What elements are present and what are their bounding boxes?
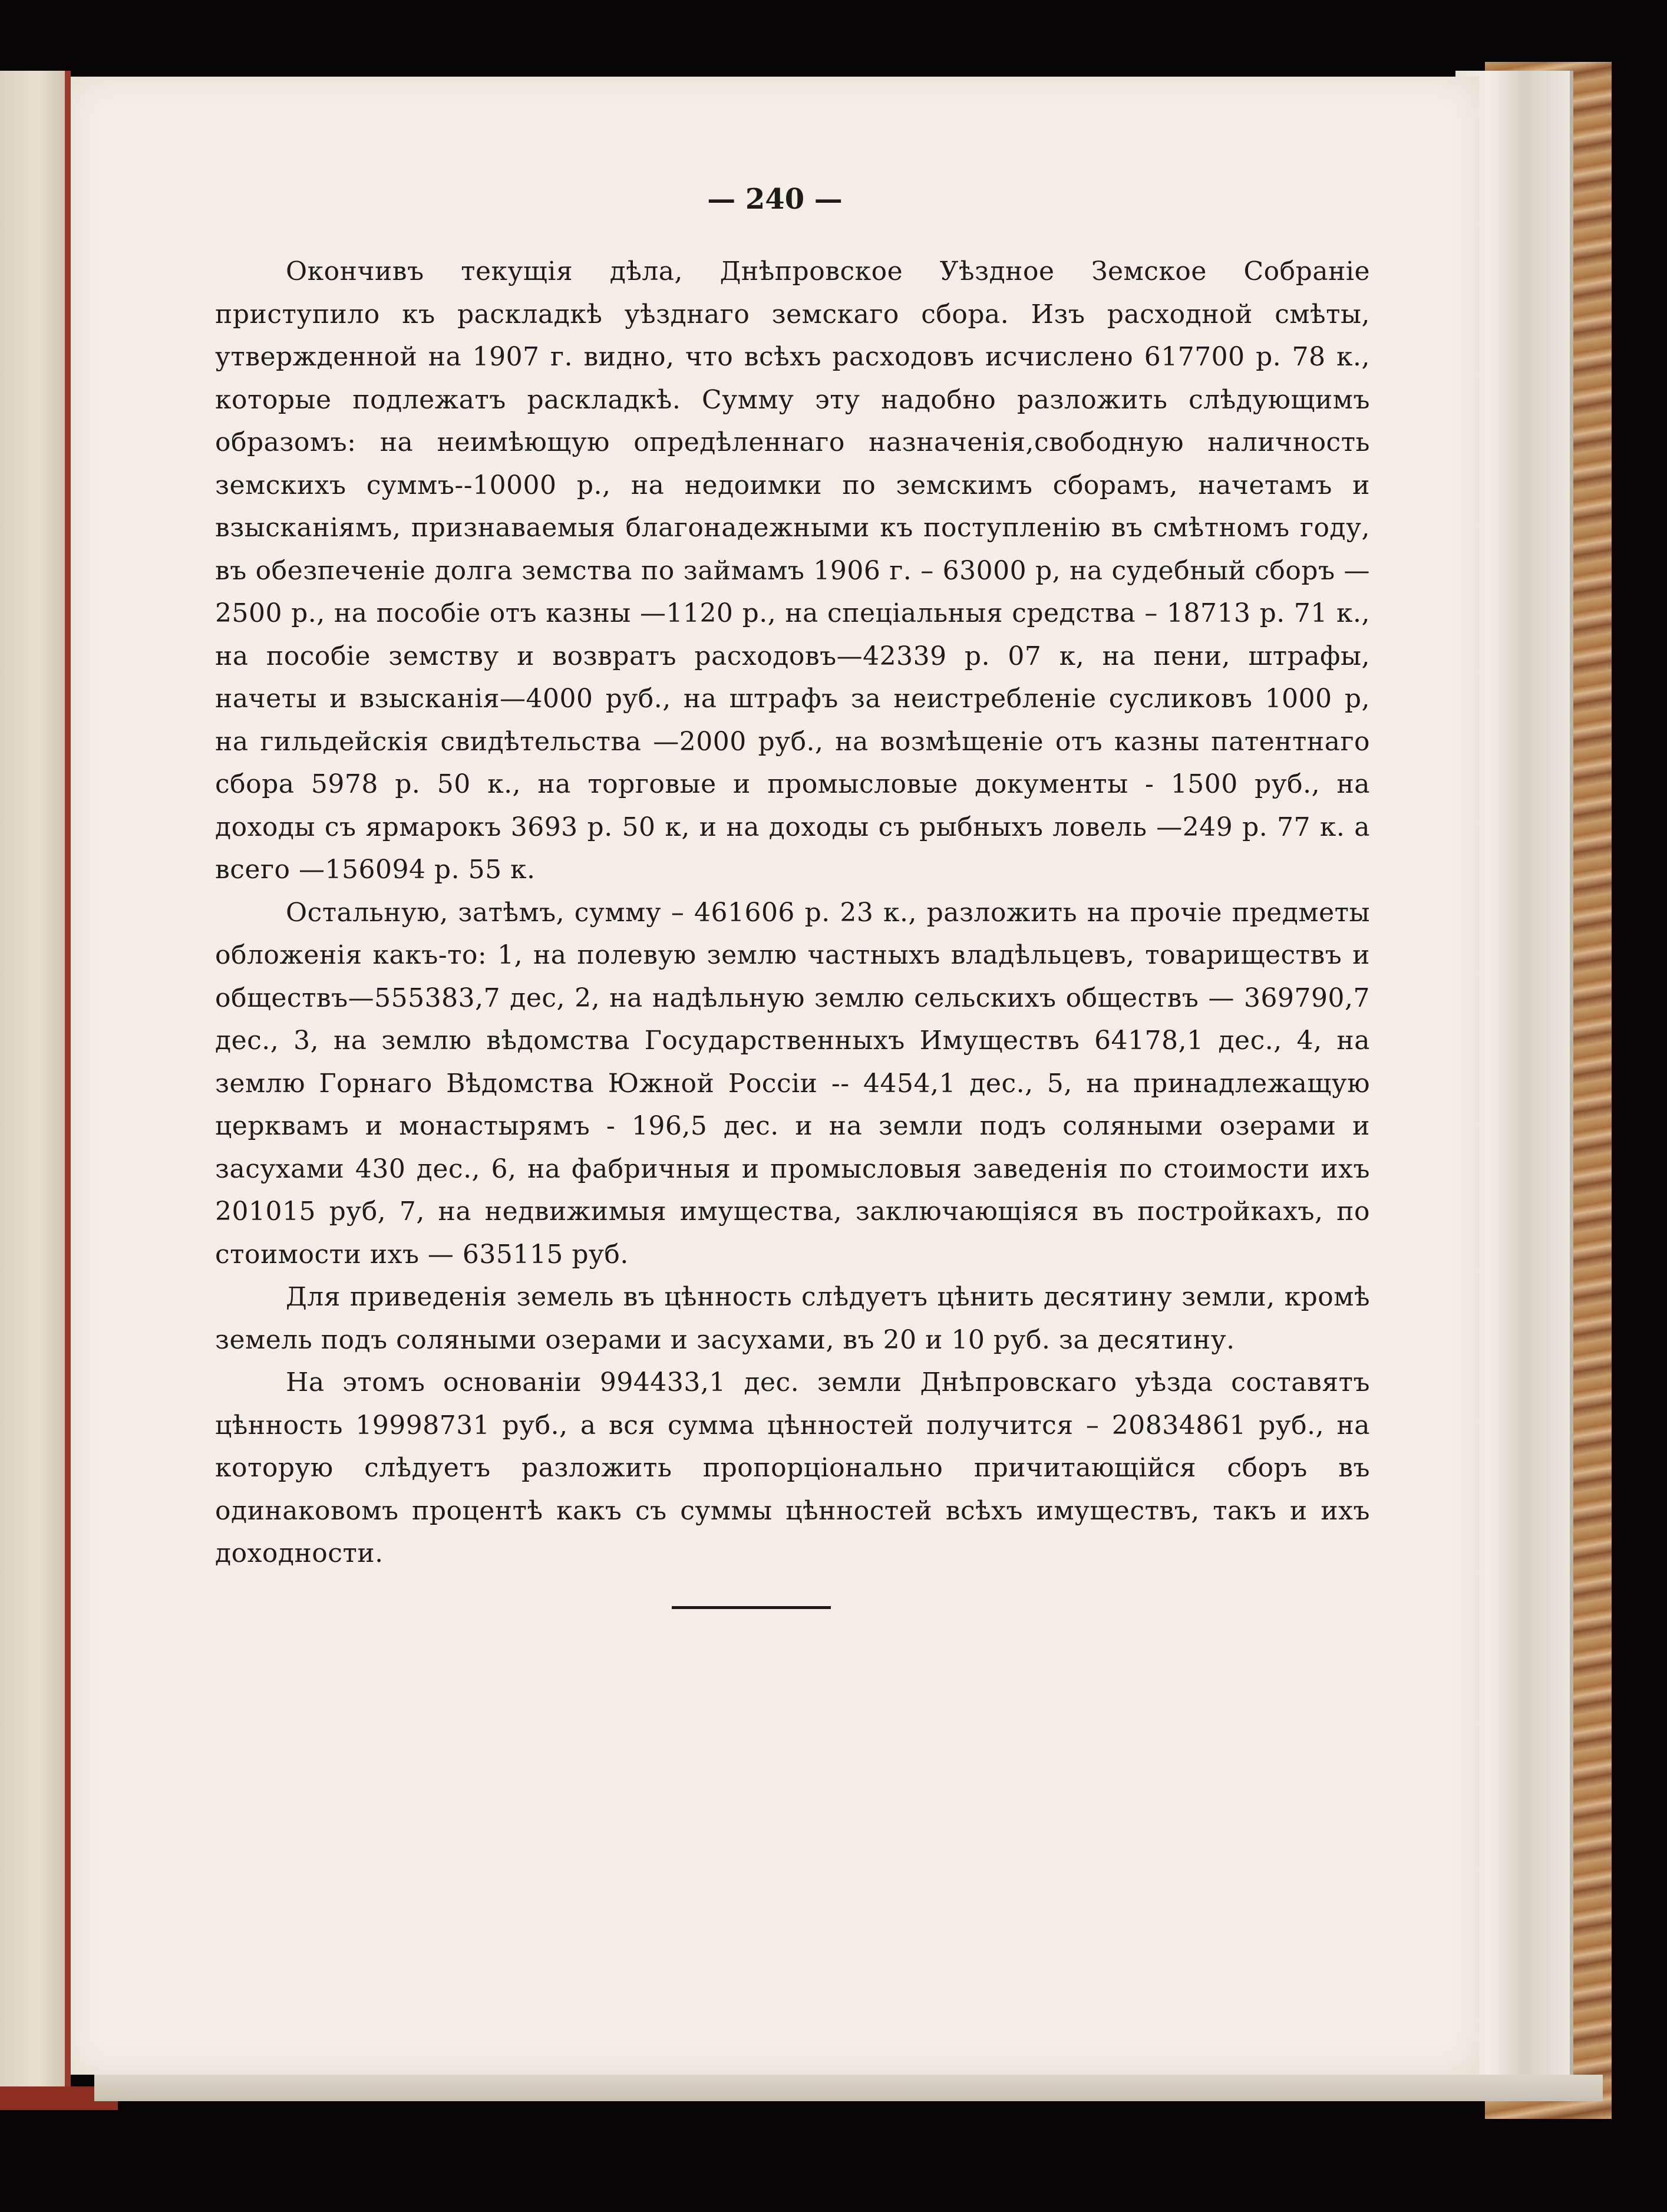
page-body xyxy=(215,250,1370,1575)
previous-page-edge xyxy=(0,71,71,2104)
paragraph-taxation-objects: Остальную, затѣмъ, сумму – 461606 р. 23 к., разложить на прочіе предметы обложенія какъ-то: 1, на полевую землю частныхъ владѣльцевъ, товариществъ и обществъ—555383,7 дес, 2, на надѣльную землю сельскихъ обществъ — 369790,7 дес., 3, на землю вѣдомства Государственныхъ Имуществъ 64178,1 дес., 4, на землю Горнаго Вѣдомства Южной Россіи -- 4454,1 дес., 5, на принадлежащую церквамъ и монастырямъ - 196,5 дес. и на земли подъ соляными озерами и засухами 430 дес., 6, на фабричныя и промысловыя заведенія по стоимости ихъ 201015 руб, 7, на недвижимыя имущества, заключающіяся въ постройкахъ, по стоимости ихъ — 635115 руб. xyxy=(215,897,1370,1270)
paragraph-land-valuation: Для приведенія земель въ цѣнность слѣдуетъ цѣнить десятину земли, кромѣ земель подъ соляными озерами и засухами, въ 20 и 10 руб. за десятину. xyxy=(215,1282,1370,1355)
end-rule-divider xyxy=(672,1606,831,1609)
page-stack-bottom xyxy=(94,2075,1603,2101)
paragraph-total-valuation: На этомъ основаніи 994433,1 дес. земли Днѣпровскаго уѣзда составятъ цѣнность 19998731 руб., а вся сумма цѣнностей получится – 20834861 руб., на которую слѣдуетъ разложить пропорціонально причитающійся сборъ въ одинаковомъ процентѣ какъ съ суммы цѣнностей всѣхъ имуществъ, такъ и ихъ доходности. xyxy=(215,1367,1370,1568)
page-number: — 240 — xyxy=(707,183,843,216)
paragraph-budget-allocation: Окончивъ текущія дѣла, Днѣпровское Уѣздное Земское Собраніе приступило къ раскладкѣ уѣзднаго земскаго сбора. Изъ расходной смѣты, утвержденной на 1907 г. видно, что всѣхъ расходовъ исчислено 617700 р. 78 к., которые подлежатъ раскладкѣ. Сумму эту надобно разложить слѣдующимъ образомъ: на неимѣющую опредѣленнаго назначенія,свободную наличность земскихъ суммъ--10000 р., на недоимки по земскимъ сборамъ, начетамъ и взысканіямъ, признаваемыя благонадежными къ поступленію въ смѣтномъ году, въ обезпеченіе долга земства по займамъ 1906 г. – 63000 р, на судебный сборъ —2500 р., на пособіе отъ казны —1120 р., на спеціальныя средства – 18713 р. 71 к., на пособіе земству и возвратъ расходовъ—42339 р. 07 к, на пени, штрафы, начеты и взысканія—4000 руб., на штрафъ за неистребленіе сусликовъ 1000 р, на гильдейскія свидѣтельства —2000 руб., на возмѣщеніе отъ казны патентнаго сбора 5978 р. 50 к., на торговые и промысловые документы - 1500 руб., на доходы съ ярмарокъ 3693 р. 50 к, и на доходы съ рыбныхъ ловель —249 р. 77 к. а всего —156094 р. 55 к. xyxy=(215,256,1370,885)
book-page xyxy=(71,77,1479,2075)
